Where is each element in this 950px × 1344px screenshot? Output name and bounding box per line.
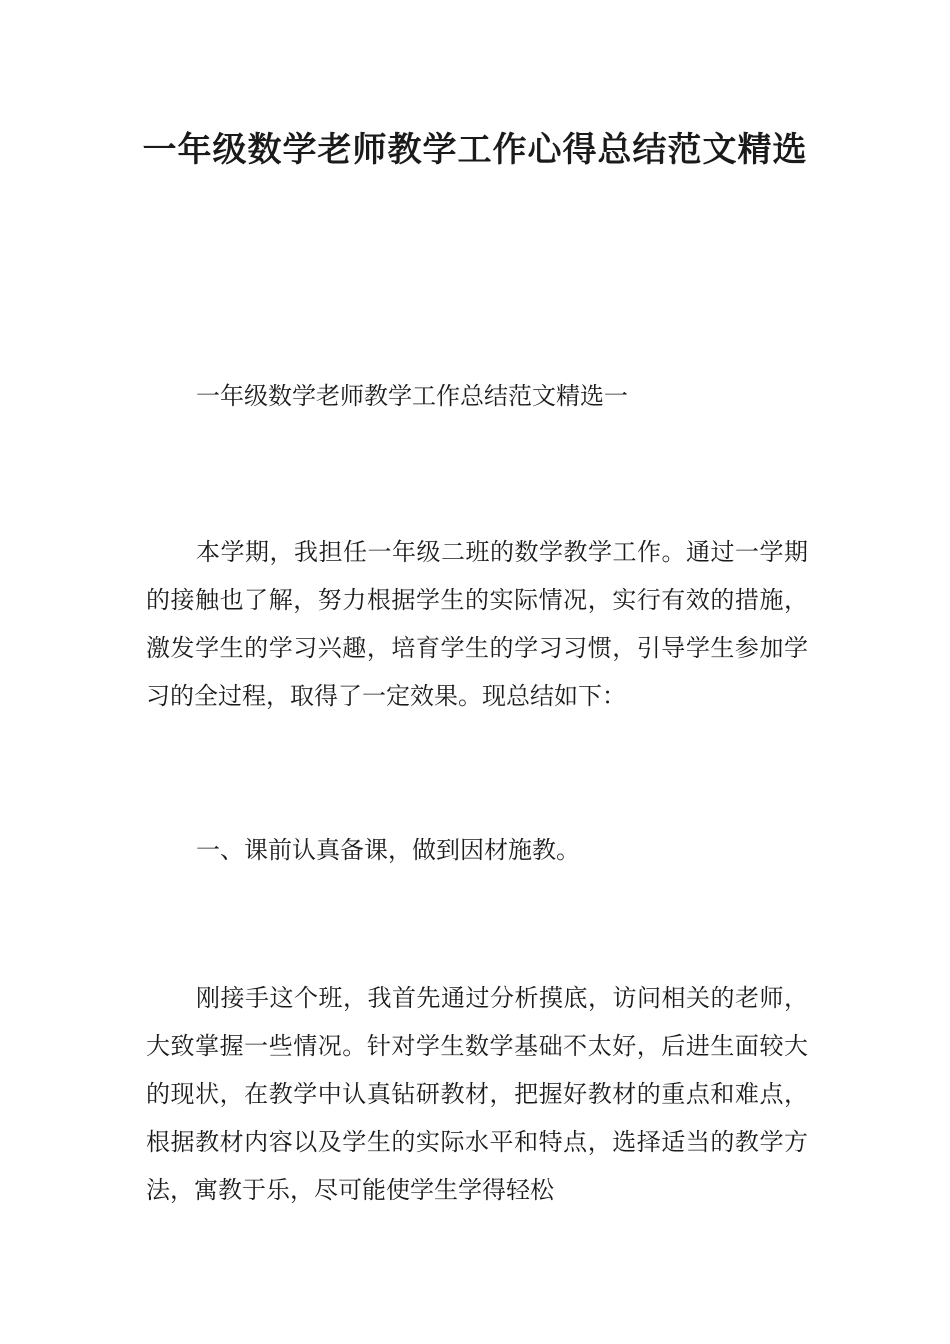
section-subtitle: 一年级数学老师教学工作总结范文精选一 bbox=[196, 382, 628, 410]
paragraph-intro: 本学期，我担任一年级二班的数学教学工作。通过一学期的接触也了解，努力根据学生的实际情况，实行有效的措施，激发学生的学习兴趣，培育学生的学习习惯，引导学生参加学习的全过程，取得了一定效果。现总结如下： bbox=[146, 538, 808, 710]
section-heading: 一、课前认真备课，做到因材施教。 bbox=[196, 836, 580, 864]
paragraph-body: 刚接手这个班，我首先通过分析摸底，访问相关的老师，大致掌握一些情况。针对学生数学基础不太好，后进生面较大的现状，在教学中认真钻研教材，把握好教材的重点和难点，根据教材内容以及学生的实际水平和特点，选择适当的教学方法，寓教于乐，尽可能使学生学得轻松 bbox=[146, 984, 808, 1204]
document-title: 一年级数学老师教学工作心得总结范文精选 bbox=[142, 130, 808, 170]
